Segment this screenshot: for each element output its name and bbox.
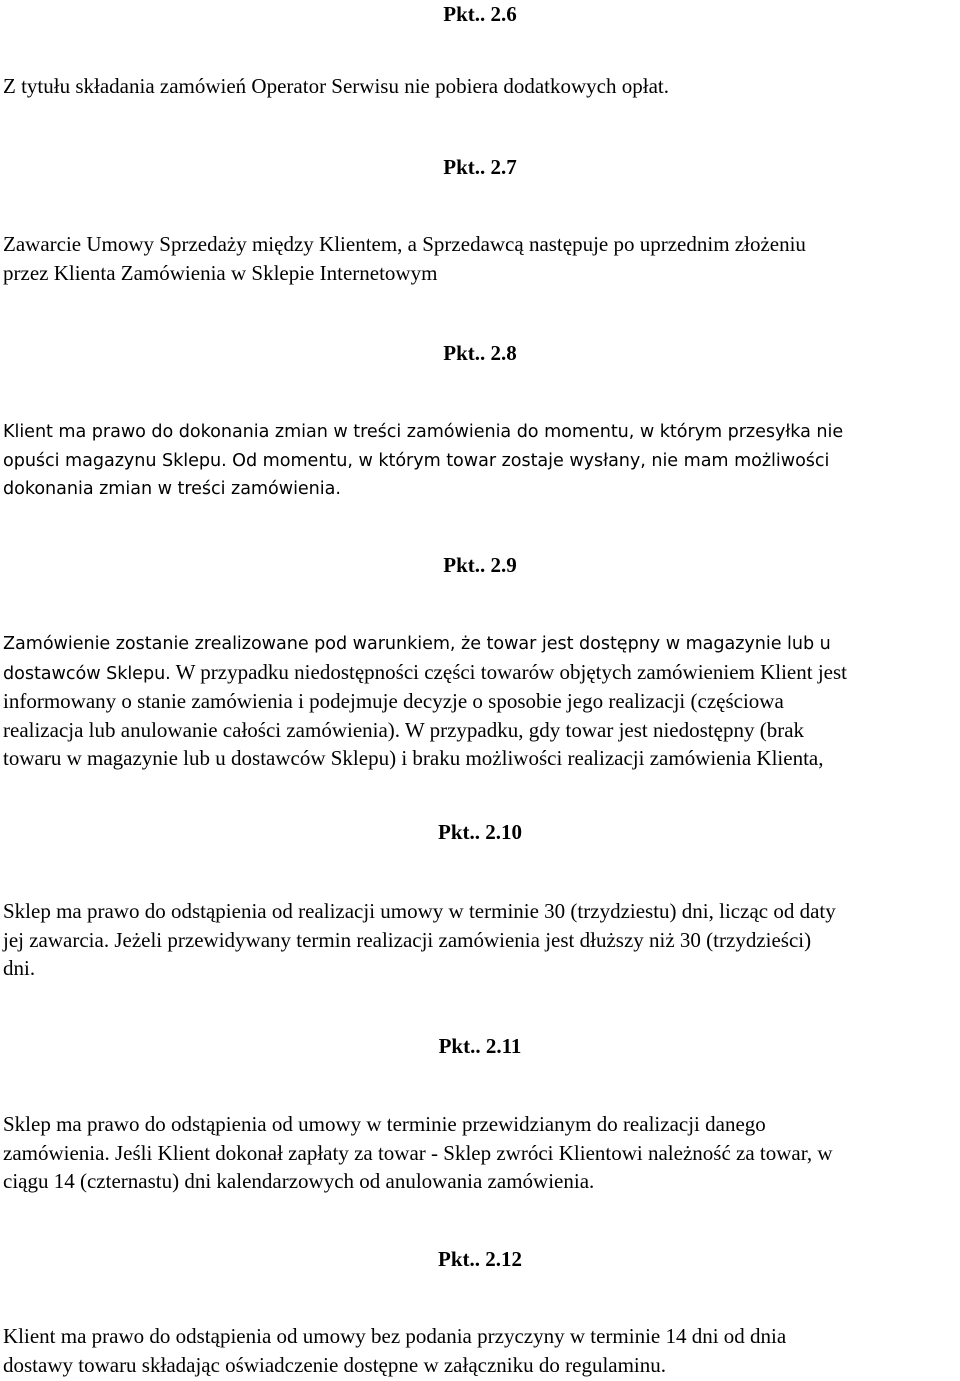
section-heading: Pkt.. 2.12 <box>438 1247 522 1271</box>
paragraph-line <box>3 1140 957 1169</box>
paragraph-line <box>3 630 957 659</box>
paragraph-line <box>3 475 957 504</box>
text-run: dni. <box>3 956 36 980</box>
text-run: towaru w magazynie lub u dostawców Sklepu) i braku możliwości realizacji zamówienia Klienta, <box>3 746 824 770</box>
paragraph-line <box>3 955 957 984</box>
section-paragraph <box>3 231 957 288</box>
paragraph-line <box>3 231 957 260</box>
text-run: Sklep ma prawo do odstąpienia od umowy w terminie przewidzianym do realizacji danego <box>3 1112 766 1136</box>
section-paragraph <box>3 1323 957 1380</box>
text-run: dostawy towaru składając oświadczenie dostępne w załączniku do regulaminu. <box>3 1352 667 1377</box>
text-run: dostawców Sklepu. <box>3 663 171 684</box>
text-run: Zawarcie Umowy Sprzedaży między Klientem, a Sprzedawcą następuje po uprzednim złożeniu <box>3 232 806 256</box>
section-heading: Pkt.. 2.8 <box>443 341 517 365</box>
section-paragraph <box>3 898 957 984</box>
text-run: informowany o stanie zamówienia i podejmuje decyzje o sposobie jego realizacji (częściowa <box>3 689 784 713</box>
text-run: zamówienia. Jeśli Klient dokonał zapłaty za towar - Sklep zwróci Klientowi należność za towar, w <box>3 1140 833 1165</box>
text-run: ciągu 14 (czternastu) dni kalendarzowych od anulowania zamówienia. <box>3 1169 595 1193</box>
paragraph-line <box>3 447 957 476</box>
section-heading: Pkt.. 2.6 <box>443 2 517 26</box>
paragraph-line <box>3 418 957 447</box>
text-run: przez Klienta Zamówienia w Sklepie Internetowym <box>3 260 438 285</box>
paragraph-line <box>3 688 957 717</box>
section-paragraph <box>3 1111 957 1197</box>
paragraph-line <box>3 659 957 689</box>
text-run: realizacja lub anulowanie całości zamówienia). W przypadku, gdy towar jest niedostępny (brak <box>3 717 805 742</box>
paragraph-line <box>3 73 957 102</box>
section-heading: Pkt.. 2.7 <box>443 155 517 179</box>
section-paragraph <box>3 73 957 102</box>
section-paragraph <box>3 630 957 774</box>
paragraph-line <box>3 1323 957 1352</box>
section-paragraph <box>3 418 957 504</box>
paragraph-line <box>3 260 957 289</box>
section-heading: Pkt.. 2.10 <box>438 820 522 844</box>
paragraph-line <box>3 717 957 746</box>
paragraph-line <box>3 1111 957 1140</box>
section-heading: Pkt.. 2.9 <box>443 553 517 577</box>
paragraph-line <box>3 927 957 956</box>
paragraph-line <box>3 1352 957 1381</box>
text-run: Zamówienie zostanie zrealizowane pod warunkiem, że towar jest dostępny w magazynie lub u <box>3 634 831 654</box>
paragraph-line <box>3 1168 957 1197</box>
paragraph-line <box>3 898 957 927</box>
text-run: Klient ma prawo do odstąpienia od umowy bez podania przyczyny w terminie 14 dni od dnia <box>3 1324 787 1348</box>
text-run: dokonania zmian w treści zamówienia. <box>3 479 341 499</box>
text-run: Sklep ma prawo do odstąpienia od realizacji umowy w terminie 30 (trzydziestu) dni, licząc od daty <box>3 899 836 923</box>
text-run: jej zawarcia. Jeżeli przewidywany termin realizacji zamówienia jest dłuższy niż 30 (trzydzieści) <box>3 927 812 952</box>
text-run: W przypadku niedostępności części towarów objętych zamówieniem Klient jest <box>170 659 847 684</box>
text-run: opuści magazynu Sklepu. Od momentu, w którym towar zostaje wysłany, nie mam możliwości <box>3 450 830 471</box>
text-run: Z tytułu składania zamówień Operator Serwisu nie pobiera dodatkowych opłat. <box>3 74 669 98</box>
paragraph-line <box>3 745 957 774</box>
section-heading: Pkt.. 2.11 <box>438 1034 522 1058</box>
text-run: Klient ma prawo do dokonania zmian w treści zamówienia do momentu, w którym przesyłka nie <box>3 422 844 442</box>
